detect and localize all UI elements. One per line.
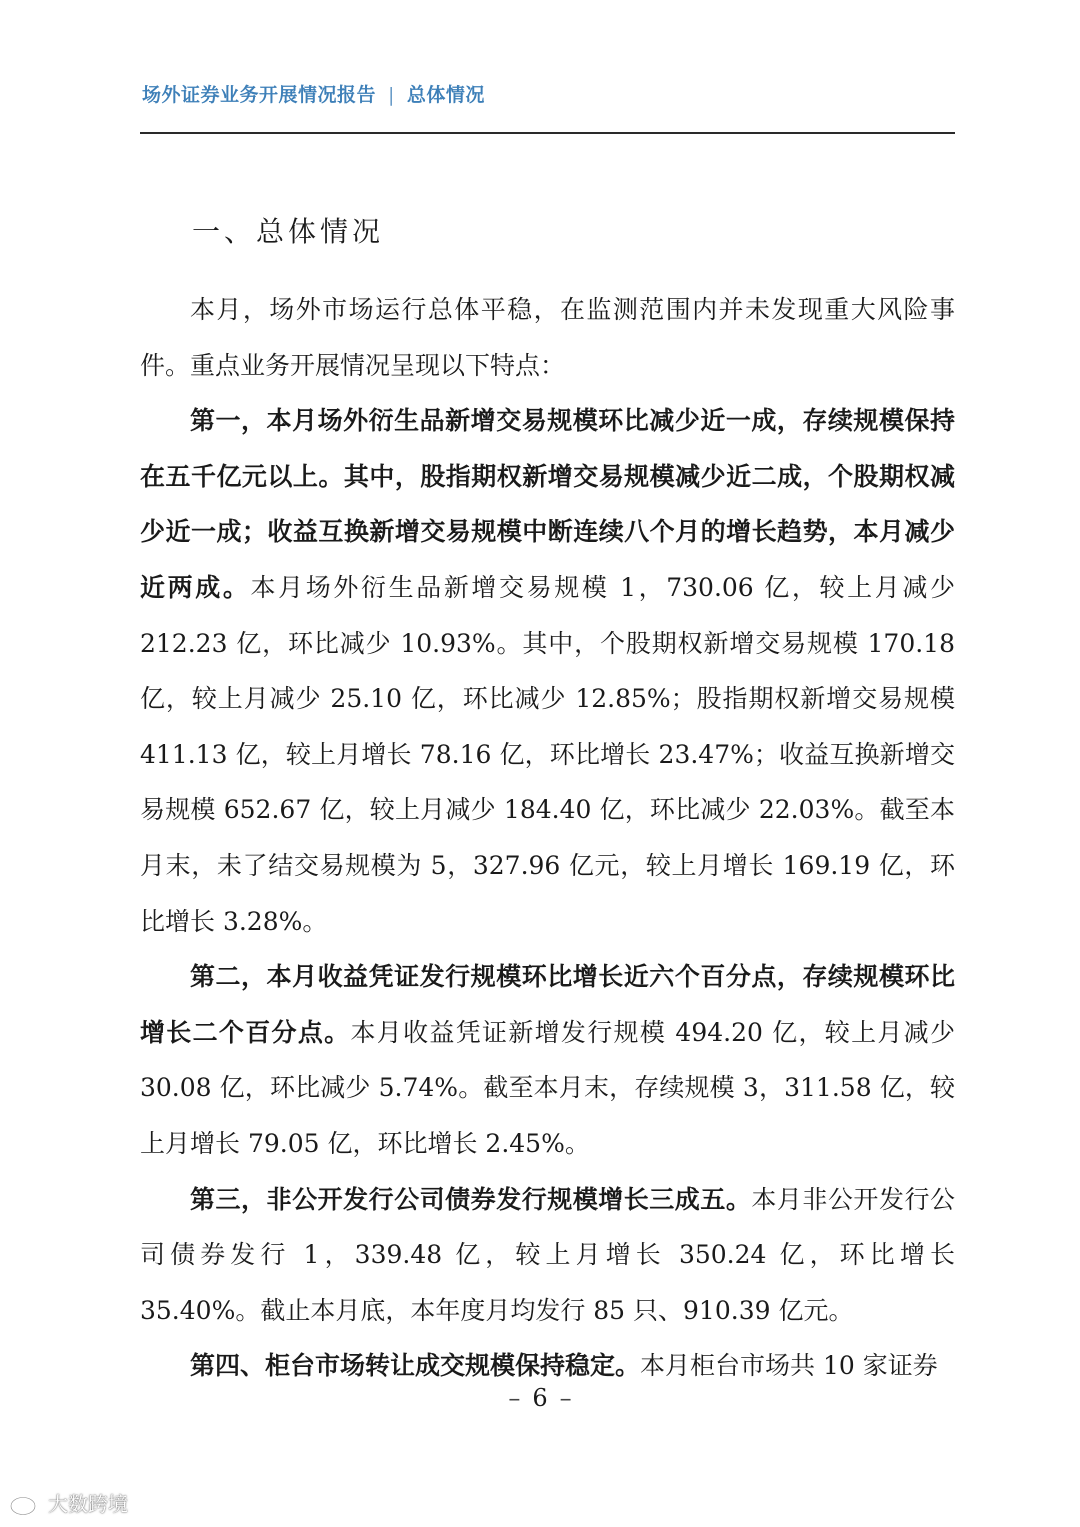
header-separator: | [388, 84, 395, 106]
header-divider [140, 132, 955, 134]
page-number-value: 6 [532, 1384, 548, 1412]
paragraph-third [140, 1172, 955, 1339]
paragraph-fourth-lead: 第四、柜台市场转让成交规模保持稳定。 [190, 1351, 641, 1381]
page-number [0, 1384, 1080, 1412]
header-section: 总体情况 [406, 84, 485, 106]
paragraph-first [140, 393, 955, 949]
paragraph-intro [140, 282, 955, 393]
paragraph-second-lead: 第二，本月收益凭证发行规模环比增长近六个百分点，存续规模环比增长二个百分点。 [140, 962, 955, 1047]
paragraph-third-text: 本月非公开发行公司债券发行 1，339.48 亿，较上月增长 350.24 亿，环比增长 35.40%。截止本月底，本年度月均发行 85 只、910.39 亿元。 [140, 1184, 955, 1325]
page-number-dash-right: – [559, 1384, 572, 1412]
paragraph-third-lead: 第三，非公开发行公司债券发行规模增长三成五。 [190, 1184, 752, 1214]
paragraph-intro-text: 本月，场外市场运行总体平稳，在监测范围内并未发现重大风险事件。重点业务开展情况呈现以下特点： [140, 295, 955, 380]
paragraph-fourth-text: 本月柜台市场共 10 家证券 [640, 1351, 938, 1381]
paragraph-first-text: 本月场外衍生品新增交易规模 1，730.06 亿，较上月减少 212.23 亿，环比减少 10.93%。其中，个股期权新增交易规模 170.18 亿，较上月减少 25.10 亿，环比减少 12.85%；股指期权新增交易规模 411.13 亿，较上月增长 78.16 亿，环比增长 23.47%；收益互换新增交易规模 652.67 亿，较上月减少 184.40 亿，环比减少 22.03%。截至本月末，未了结交易规模为 5，327.96 亿元，较上月增长 169.19 亿，环比增长 3.28%。 [140, 572, 955, 936]
paragraph-first-lead: 第一，本月场外衍生品新增交易规模环比减少近一成，存续规模保持在五千亿元以上。其中，股指期权新增交易规模减少近二成，个股期权减少近一成；收益互换新增交易规模中断连续八个月的增长趋势，本月减少近两成。 [140, 406, 955, 602]
paragraph-second-text: 本月收益凭证新增发行规模 494.20 亿，较上月减少 30.08 亿，环比减少 5.74%。截至本月末，存续规模 3，311.58 亿，较上月增长 79.05 亿，环比增长 2.45%。 [140, 1017, 955, 1158]
report-title: 场外证券业务开展情况报告 [142, 84, 377, 106]
body-text [140, 282, 955, 1394]
page-number-dash-left: – [508, 1384, 521, 1412]
weibo-icon [8, 1489, 44, 1517]
running-header [142, 80, 485, 107]
section-title: 一、总体情况 [192, 215, 385, 248]
watermark [8, 1488, 128, 1517]
watermark-label: 大数跨境 [48, 1492, 128, 1516]
paragraph-second [140, 949, 955, 1171]
